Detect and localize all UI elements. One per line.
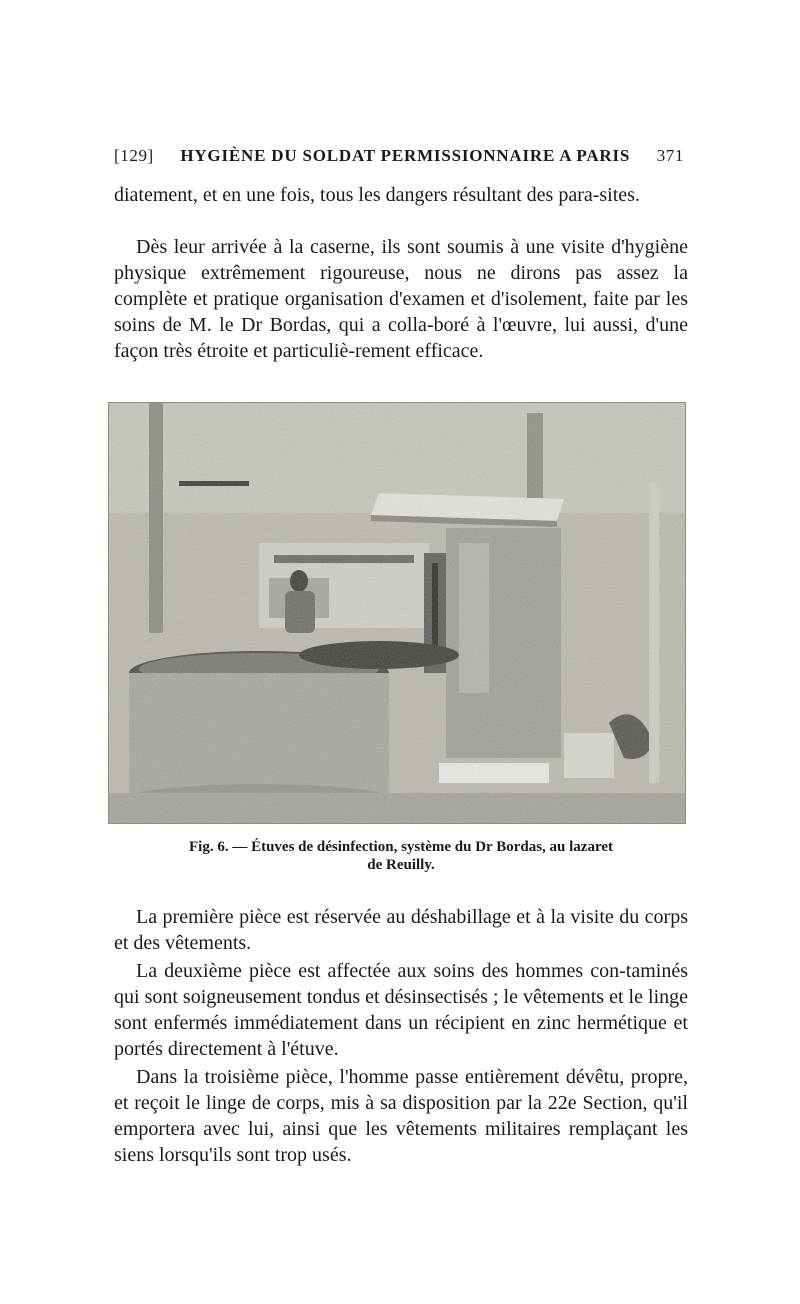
running-header (114, 146, 684, 166)
paragraph-third-room: Dans la troisième pièce, l'homme passe entièrement dévêtu, propre, et reçoit le linge de corps, mis à sa disposition par la 22e Section, qu'il emportera avec lui, ainsi que les vêtements militaires remplaçant les siens lorsqu'ils sont trop usés. (114, 1066, 688, 1166)
section-number: [129] (114, 146, 154, 165)
running-title: HYGIÈNE DU SOLDAT PERMISSIONNAIRE A PARIS (180, 146, 631, 165)
paragraph-first-room: La première pièce est réservée au déshabillage et à la visite du corps et des vêtements. (114, 906, 688, 954)
caption-line-2: de Reuilly. (367, 857, 435, 873)
caption-line-1: Fig. 6. — Étuves de désinfection, système du Dr Bordas, au lazaret (188, 839, 613, 855)
paragraph-arrival: Dès leur arrivée à la caserne, ils sont soumis à une visite d'hygiène physique extrêmement rigoureuse, nous ne dirons pas assez la complète et pratique organisation d'examen et d'isolement, faite par les soins de M. le Dr Bordas, qui a colla-boré à l'œuvre, lui aussi, d'une façon très étroite et particuliè-rement efficace. (114, 236, 688, 362)
page-number: 371 (656, 146, 684, 165)
figure-caption (114, 838, 688, 874)
paragraph-continuation: diatement, et en une fois, tous les dangers résultant des para-sites. (114, 184, 640, 206)
paragraph-second-room: La deuxième pièce est affectée aux soins des hommes con-taminés qui sont soigneusement tondus et désinsectisés ; le vêtements et le linge sont enfermés immédiatement dans un récipient en zinc hermétique et portés directement à l'étuve. (114, 960, 688, 1060)
figure-photo-etuves (108, 402, 686, 824)
photo-illustration (109, 403, 685, 823)
